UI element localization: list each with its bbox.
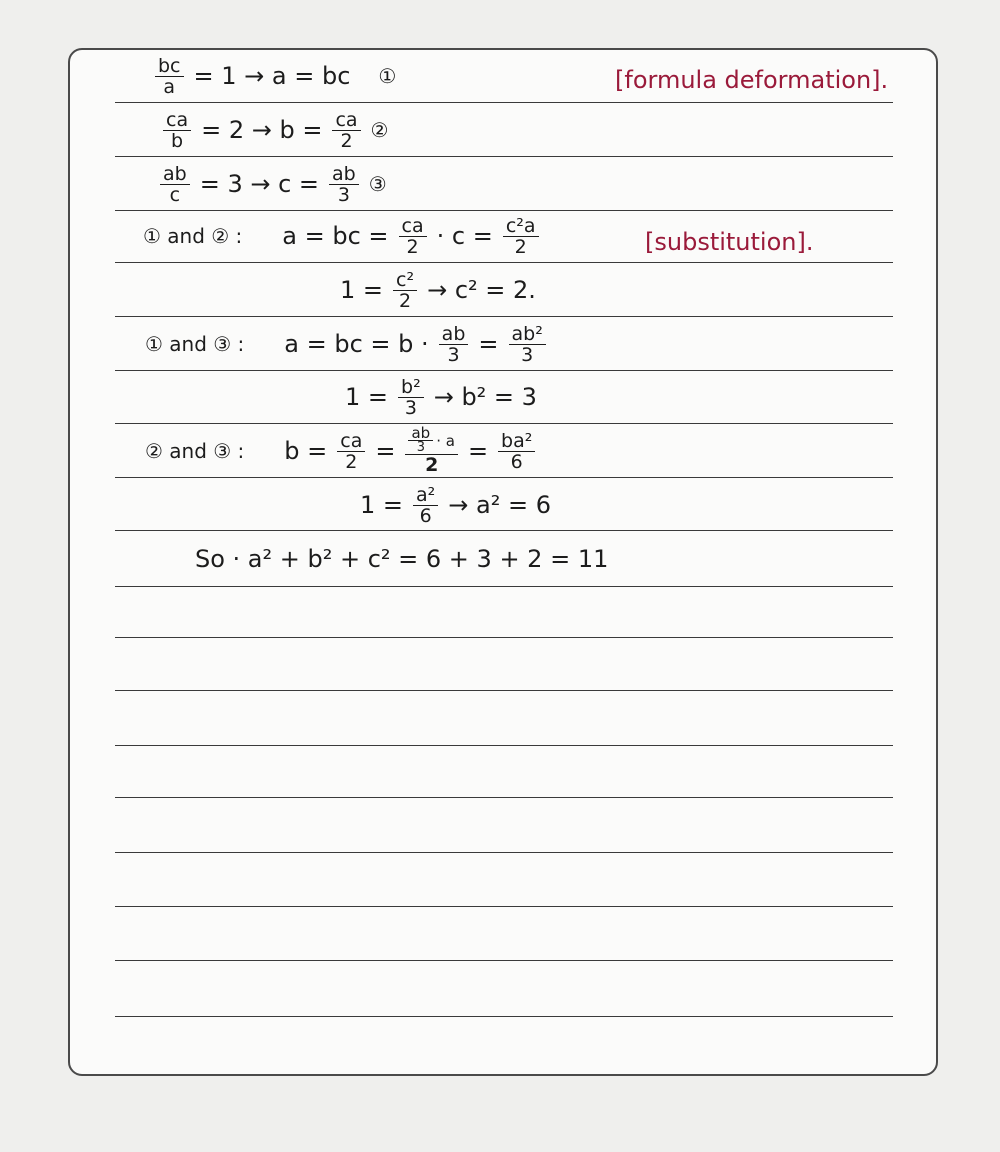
equation-line-6	[145, 319, 546, 369]
fraction	[163, 110, 191, 151]
numerator: ca	[163, 110, 191, 131]
ruled-line	[115, 586, 893, 587]
equation-line-5	[340, 265, 536, 315]
conclusion-line	[195, 534, 608, 584]
numerator: ca	[337, 431, 365, 452]
denominator: 2	[514, 235, 527, 258]
denominator: 3	[337, 183, 350, 206]
ruled-line	[115, 960, 893, 961]
annotation-note: [formula deformation].	[615, 66, 889, 94]
equation-line-9	[360, 480, 551, 530]
equation-line-3	[160, 159, 387, 209]
numerator: c²	[393, 270, 417, 291]
fraction	[337, 431, 365, 472]
denominator: 2	[425, 454, 439, 476]
numerator: ab	[439, 324, 469, 345]
expression: a = bc =	[282, 222, 389, 250]
fraction	[498, 431, 535, 472]
ruled-line	[115, 690, 893, 691]
denominator: 3	[447, 343, 460, 366]
denominator: b	[171, 129, 184, 152]
equation-line-4	[143, 211, 539, 261]
ruled-line	[115, 637, 893, 638]
numerator: ca	[332, 110, 360, 131]
fraction	[329, 164, 359, 205]
fraction	[399, 216, 427, 257]
ruled-line	[115, 1016, 893, 1017]
expression: = 1 → a = bc	[193, 62, 351, 90]
denominator: 2	[340, 129, 353, 152]
ruled-line	[115, 745, 893, 746]
numerator	[405, 424, 457, 455]
numerator: ab	[160, 164, 190, 185]
expression: → b² = 3	[433, 383, 537, 411]
expression: = 2 → b =	[201, 116, 323, 144]
expression: =	[375, 437, 396, 465]
expression: · c =	[436, 222, 493, 250]
equation-marker: ①	[378, 64, 397, 88]
ruled-line	[115, 530, 893, 531]
numerator: b²	[398, 377, 424, 398]
fraction	[439, 324, 469, 365]
expression: 1 =	[360, 491, 404, 519]
denominator: c	[169, 183, 181, 206]
ruled-line	[115, 423, 893, 424]
numerator: c²a	[503, 216, 539, 237]
denominator: 3	[521, 343, 534, 366]
expression: 1 =	[340, 276, 384, 304]
numerator: a²	[413, 485, 438, 506]
fraction	[332, 110, 360, 151]
fraction	[155, 56, 184, 97]
denominator: 2	[345, 450, 358, 473]
ruled-line	[115, 477, 893, 478]
expression: =	[478, 330, 499, 358]
equation-line-1	[155, 51, 396, 101]
denominator: 3	[416, 440, 425, 455]
ruled-line	[115, 852, 893, 853]
fraction	[160, 164, 190, 205]
annotation-note: [substitution].	[645, 228, 814, 256]
equation-marker: ②	[370, 118, 389, 142]
numerator: ab²	[509, 324, 546, 345]
equation-line-8	[145, 426, 535, 476]
numerator: ab	[329, 164, 359, 185]
step-label: ② and ③ :	[145, 439, 245, 463]
conclusion: So · a² + b² + c² = 6 + 3 + 2 = 11	[195, 545, 609, 573]
equation-line-7	[345, 372, 537, 422]
fraction	[503, 216, 539, 257]
denominator: 6	[419, 504, 432, 527]
expression: b =	[284, 437, 328, 465]
numerator: ab	[408, 427, 433, 441]
ruled-line	[115, 797, 893, 798]
expression: → c² = 2.	[427, 276, 536, 304]
denominator: 6	[510, 450, 523, 473]
denominator: 3	[404, 396, 417, 419]
ruled-line	[115, 102, 893, 103]
numerator: ca	[399, 216, 427, 237]
ruled-line	[115, 370, 893, 371]
numerator: bc	[155, 56, 184, 77]
equation-line-2	[163, 105, 388, 155]
fraction	[413, 485, 438, 526]
fraction	[398, 377, 424, 418]
fraction	[509, 324, 546, 365]
expression: 1 =	[345, 383, 389, 411]
fraction	[393, 270, 417, 311]
expression: · a	[436, 431, 455, 450]
expression: a = bc = b ·	[284, 330, 429, 358]
step-label: ① and ② :	[143, 224, 243, 248]
compound-fraction	[405, 424, 457, 476]
ruled-line	[115, 906, 893, 907]
equation-marker: ③	[368, 172, 387, 196]
ruled-line	[115, 262, 893, 263]
expression: → a² = 6	[448, 491, 551, 519]
ruled-line	[115, 316, 893, 317]
expression: =	[467, 437, 489, 465]
inner-fraction	[408, 424, 433, 455]
ruled-line	[115, 156, 893, 157]
denominator: 2	[399, 289, 412, 312]
step-label: ① and ③ :	[145, 332, 245, 356]
denominator: a	[163, 75, 176, 98]
expression: = 3 → c =	[199, 170, 320, 198]
denominator: 2	[406, 235, 419, 258]
numerator: ba²	[498, 431, 535, 452]
